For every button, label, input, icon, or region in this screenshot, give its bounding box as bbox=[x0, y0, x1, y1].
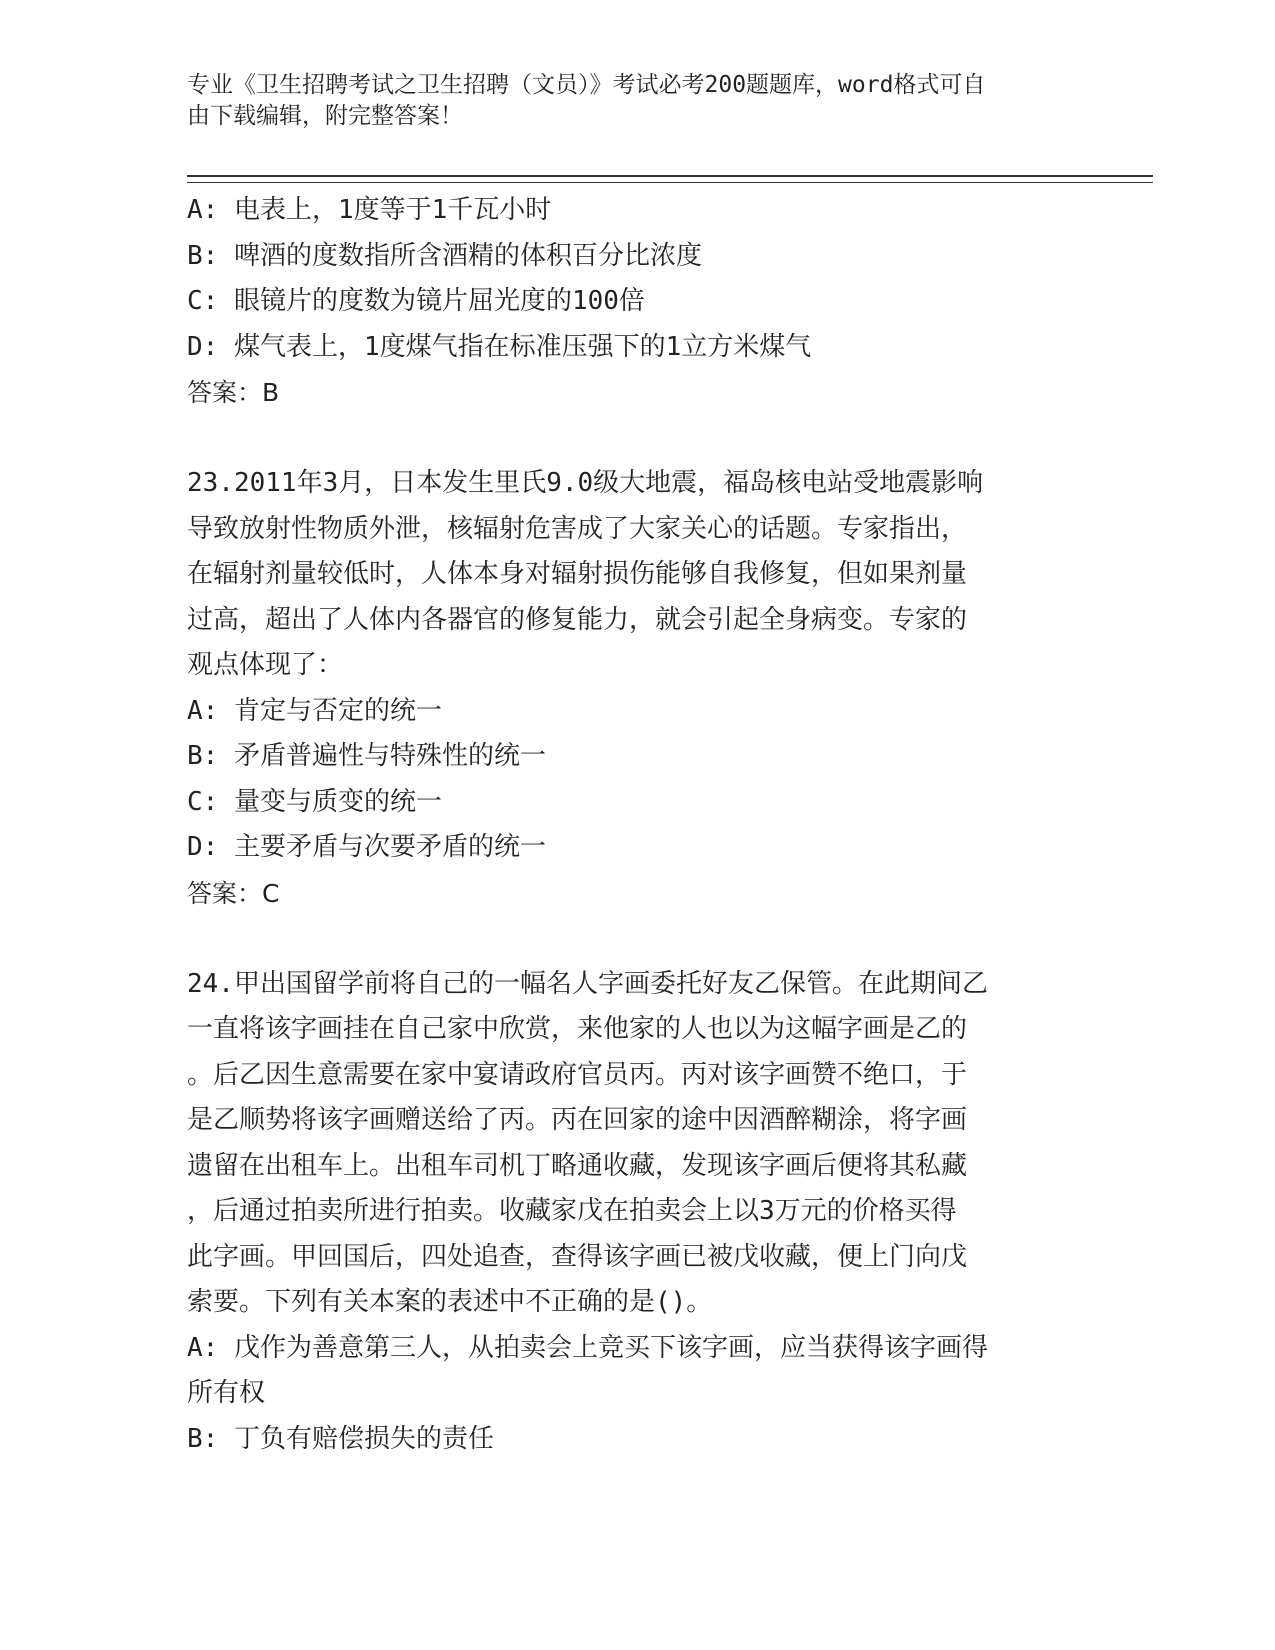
question-text-line: 遗留在出租车上。出租车司机丁略通收藏，发现该字画后便将其私藏 bbox=[187, 1150, 968, 1181]
question-text-line: 过高，超出了人体内各器官的修复能力，就会引起全身病变。专家的 bbox=[187, 604, 968, 635]
spacer bbox=[187, 416, 1087, 462]
question-22 bbox=[187, 188, 1087, 416]
option-c: C: 量变与质变的统一 bbox=[187, 786, 442, 817]
question-text-line: 此字画。甲回国后，四处追查，查得该字画已被戊收藏，便上门向戊 bbox=[187, 1241, 968, 1272]
question-text-line: 一直将该字画挂在自己家中欣赏，来他家的人也以为这幅字画是乙的 bbox=[187, 1014, 968, 1044]
question-text-line: 。后乙因生意需要在家中宴请政府官员丙。丙对该字画赞不绝口，于 bbox=[187, 1059, 968, 1090]
option-b: B: 矛盾普遍性与特殊性的统一 bbox=[187, 741, 546, 771]
answer-line: 答案：B bbox=[187, 378, 280, 407]
question-text-line: 索要。下列有关本案的表述中不正确的是()。 bbox=[187, 1287, 713, 1317]
document-header bbox=[187, 70, 1087, 132]
spacer bbox=[187, 916, 1087, 962]
question-text-line: 观点体现了： bbox=[187, 650, 344, 680]
question-text-line: ，后通过拍卖所进行拍卖。收藏家戊在拍卖会上以3万元的价格买得 bbox=[187, 1196, 957, 1226]
option-d: D: 主要矛盾与次要矛盾的统一 bbox=[187, 832, 546, 862]
option-c: C: 眼镜片的度数为镜片屈光度的100倍 bbox=[187, 286, 645, 316]
header-line-1: 专业《卫生招聘考试之卫生招聘（文员）》考试必考200题题库，word格式可自 bbox=[187, 72, 986, 98]
question-23 bbox=[187, 461, 1087, 916]
option-a: A: 戊作为善意第三人，从拍卖会上竞买下该字画，应当获得该字画得 bbox=[187, 1332, 988, 1363]
question-text-line: 24.甲出国留学前将自己的一幅名人字画委托好友乙保管。在此期间乙 bbox=[187, 968, 988, 999]
option-a: A: 肯定与否定的统一 bbox=[187, 695, 442, 726]
header-divider-thick bbox=[187, 175, 1153, 177]
option-a: A: 电表上，1度等于1千瓦小时 bbox=[187, 195, 552, 225]
header-divider-thin bbox=[187, 182, 1153, 183]
document-body bbox=[187, 188, 1087, 1462]
question-text-line: 是乙顺势将该字画赠送给了丙。丙在回家的途中因酒醉糊涂，将字画 bbox=[187, 1105, 968, 1135]
question-text-line: 在辐射剂量较低时，人体本身对辐射损伤能够自我修复，但如果剂量 bbox=[187, 559, 968, 589]
question-text-line: 导致放射性物质外泄，核辐射危害成了大家关心的话题。专家指出， bbox=[187, 513, 968, 544]
option-a-continued: 所有权 bbox=[187, 1378, 266, 1408]
header-line-2: 由下载编辑，附完整答案！ bbox=[187, 103, 463, 129]
option-b: B: 啤酒的度数指所含酒精的体积百分比浓度 bbox=[187, 240, 702, 271]
answer-line: 答案：C bbox=[187, 878, 280, 908]
question-24 bbox=[187, 962, 1087, 1463]
option-d: D: 煤气表上，1度煤气指在标准压强下的1立方米煤气 bbox=[187, 331, 812, 362]
option-b: B: 丁负有赔偿损失的责任 bbox=[187, 1423, 494, 1454]
question-text-line: 23.2011年3月，日本发生里氏9.0级大地震，福岛核电站受地震影响 bbox=[187, 468, 984, 498]
